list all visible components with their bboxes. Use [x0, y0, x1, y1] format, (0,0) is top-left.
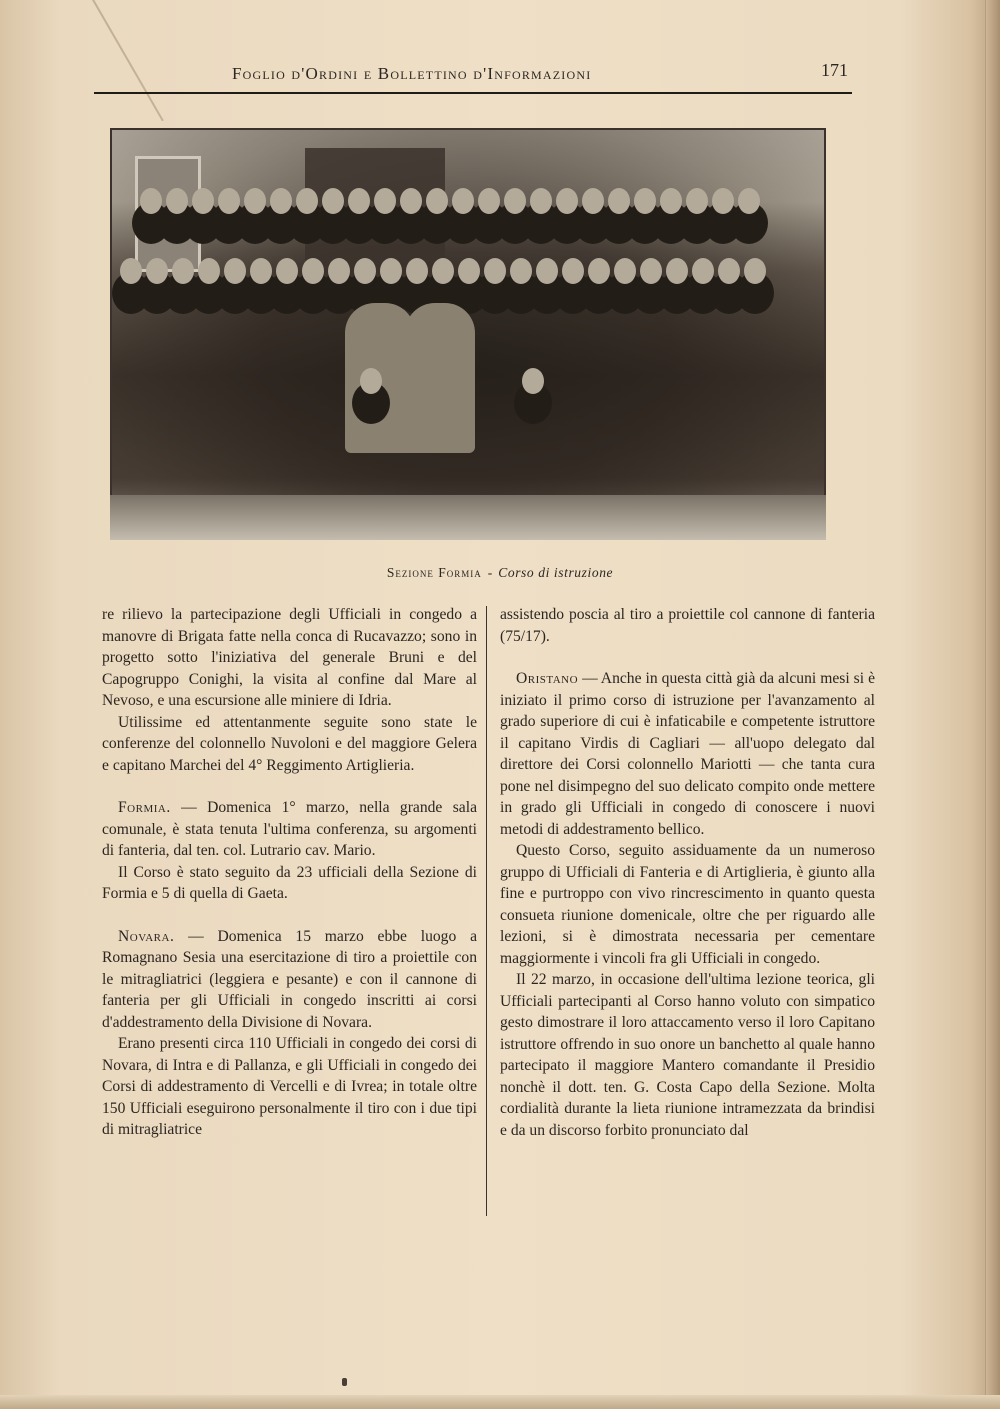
section-text: — Domenica 15 marzo ebbe luogo a Romagnano Sesia una esercitazione di tiro a proiettile con le mitragliatrici (leggiera e pesante) e con il cannone di fanteria per gli Ufficiali in congedo inscritti ai corsi d'addestramento della Divisione di Novara.	[102, 927, 477, 1031]
section-heading: Novara.	[118, 927, 175, 945]
section-formia	[102, 797, 477, 862]
photo-caption	[0, 565, 1000, 581]
paragraph: Erano presenti circa 110 Ufficiali in congedo dei corsi di Novara, di Intra e di Pallanza, e gli Ufficiali in congedo dei Corsi di addestramento di Vercelli e di Ivrea; in totale oltre 150 Ufficiali eseguirono personalmente il tiro con i due tipi di mitragliatrice	[102, 1035, 477, 1138]
photo-back-row	[140, 188, 760, 214]
paragraph: Questo Corso, seguito assiduamente da un numeroso gruppo di Ufficiali di Fanteria e di Artiglieria, è giunto alla fine e purtroppo con vivo rincrescimento in quanto questa consueta riunione domenicale, oltre che per riguardo alle lezioni, si è dimostrata necessaria per cementare maggiormente i vincoli fra gli Ufficiali in congedo.	[500, 842, 875, 967]
paragraph: assistendo poscia al tiro a proiettile col cannone di fanteria (75/17).	[500, 606, 875, 645]
header-title: Foglio d'Ordini e Bollettino d'Informazioni	[232, 64, 592, 83]
section-text: — Anche in questa città già da alcuni mesi si è iniziato il primo corso di istruzione per l'avanzamento al grado superiore di cui è infaticabile e competente istruttore il capitano Virdis di Cagliari — all'uopo delegato dal direttore dei Corsi colonnello Mariotti — che tanta cura pone nel disimpegno del suo delicato compito onde mettere in grado gli Ufficiali in congedo di conoscere i nuovi metodi di addestramento bellico.	[500, 670, 875, 838]
paragraph: Il 22 marzo, in occasione dell'ultima lezione teorica, gli Ufficiali partecipanti al Corso hanno voluto con simpatico gesto dimostrare il loro attaccamento verso il loro Capitano istruttore offrendo in suo onore un banchetto al quale hanno partecipato il maggiore Mantero comandante il Presidio nonchè il dott. ten. G. Costa Capo della Sezione. Molta cordialità durante la lieta riunione intramezzata da brindisi e da un discorso forbito pronunciato dal	[500, 971, 875, 1139]
section-oristano	[500, 668, 875, 840]
photo-front-row	[360, 368, 544, 394]
caption-title: Corso di istruzione	[498, 565, 614, 580]
page-edge	[985, 0, 1000, 1409]
column-divider	[486, 606, 487, 1216]
photo-middle-row	[120, 258, 766, 284]
photo-window	[135, 156, 201, 272]
right-column	[500, 604, 875, 1141]
page-bottom-edge	[0, 1395, 1000, 1409]
section-text: — Domenica 1° marzo, nella grande sala comunale, è stata tenuta l'ultima conferenza, su argomenti di fanteria, dal ten. col. Lutrario cav. Mario.	[102, 799, 477, 859]
paragraph: Il Corso è stato seguito da 23 ufficiali della Sezione di Formia e 5 di quella di Gaeta.	[102, 863, 477, 902]
caption-separator: -	[487, 565, 493, 580]
ink-speck	[342, 1378, 347, 1386]
caption-section: Sezione Formia	[386, 565, 482, 580]
section-heading: Oristano	[516, 670, 579, 687]
left-column	[102, 604, 477, 1141]
page-number: 171	[821, 60, 848, 80]
running-header	[94, 58, 852, 94]
paragraph: re rilievo la partecipazione degli Ufficiali in congedo a manovre di Brigata fatte nella conca di Rucavazzo; sono in progetto sotto l'iniziativa del generale Bruni e del Capogruppo Conighi, la visita al confine dal Mare al Nevoso, e una escursione alle miniere di Idria.	[102, 606, 477, 709]
section-heading: Formia.	[118, 799, 171, 816]
section-novara	[102, 926, 477, 1034]
photo-floor	[110, 495, 826, 540]
group-photograph	[110, 128, 826, 540]
paragraph: Utilissime ed attentanmente seguite sono state le conferenze del colonnello Nuvoloni e del maggiore Gelera e capitano Marchei del 4° Reggimento Artiglieria.	[102, 713, 477, 774]
